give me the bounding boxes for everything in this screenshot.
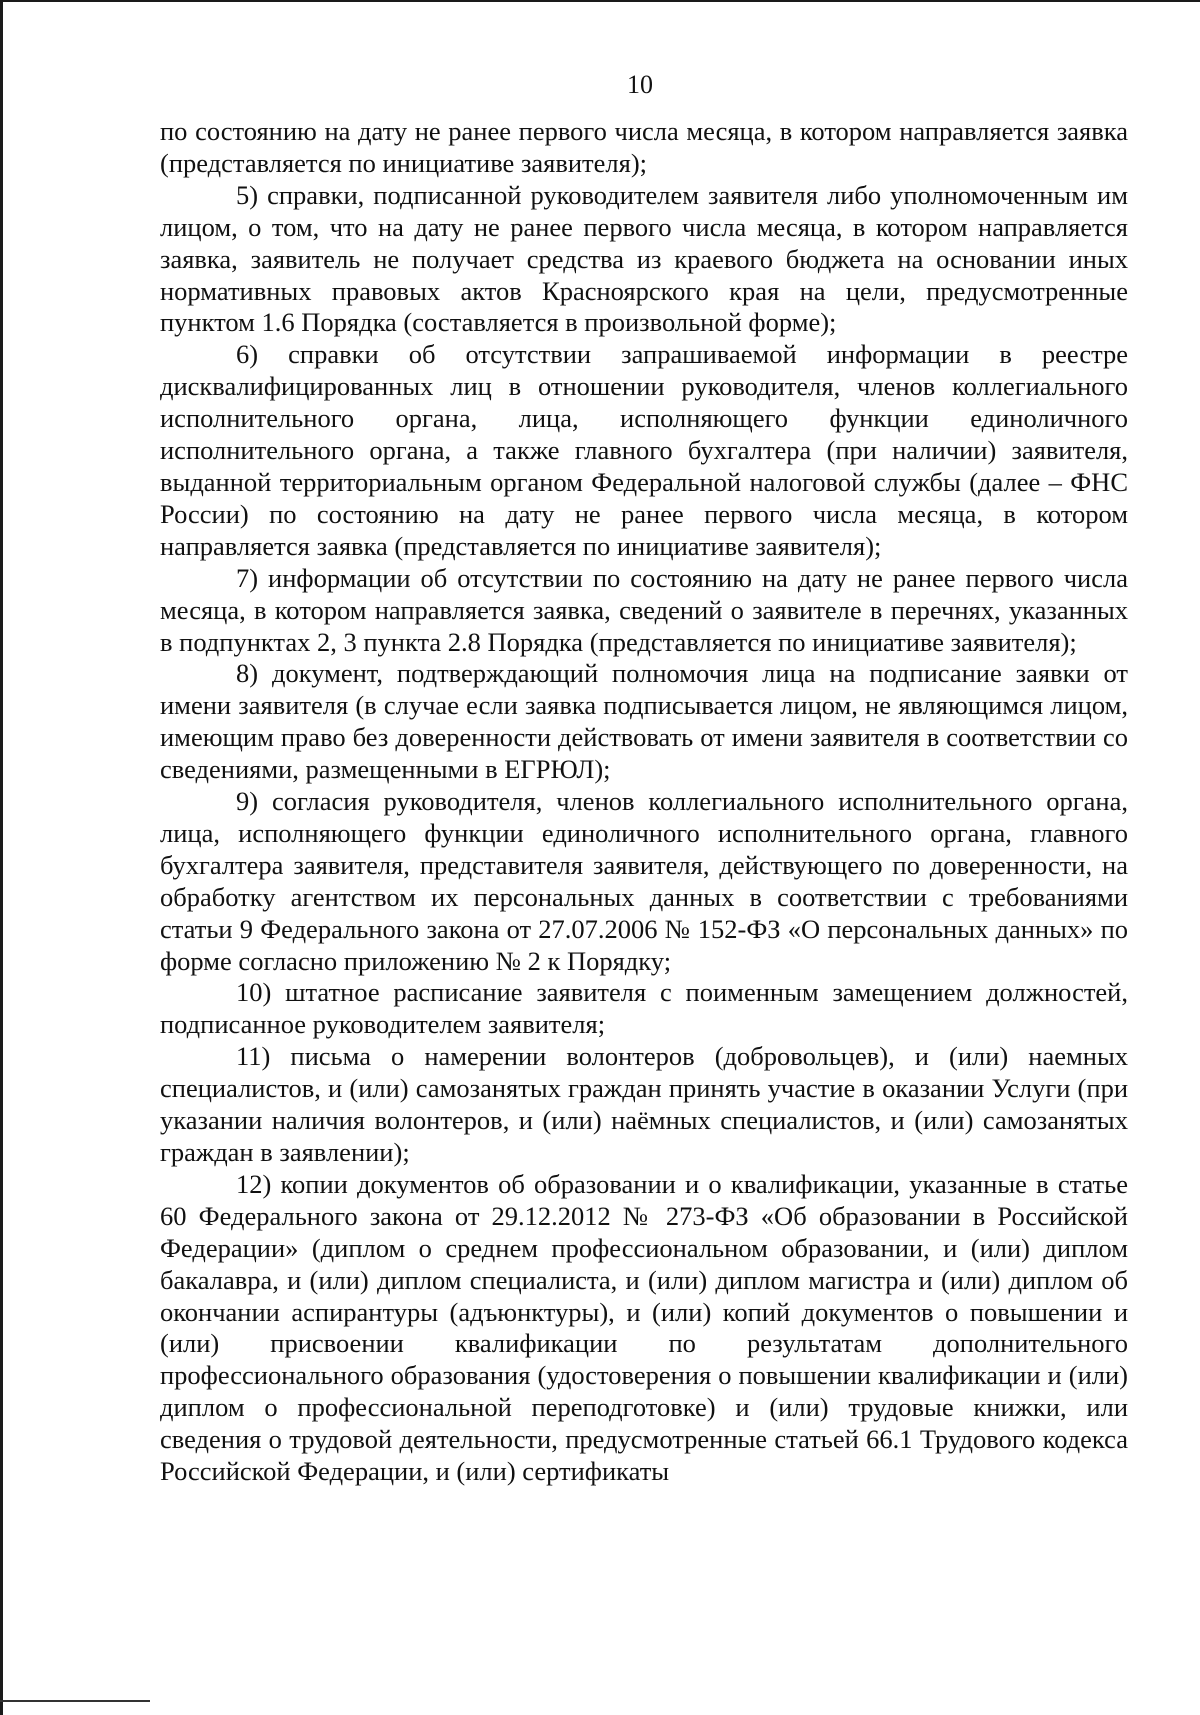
- page-number: 10: [627, 70, 653, 99]
- paragraph-item-6: 6) справки об отсутствии запрашиваемой информации в реестре дисквалифицированных лиц в отношении руководителя, членов коллегиального исполнительного органа, лица, исполняющего функции единоличного исполнительного органа, а также главного бухгалтера (при наличии) заявителя, выданной территориальным органом Федеральной налоговой службы (далее – ФНС России) по состоянию на дату не ранее первого числа месяца, в котором направляется заявка (представляется по инициативе заявителя);: [160, 339, 1128, 561]
- scan-edge-left: [0, 0, 3, 1715]
- paragraph-item-9: 9) согласия руководителя, членов коллегиального исполнительного органа, лица, исполняющего функции единоличного исполнительного органа, главного бухгалтера заявителя, представителя заявителя, действующего по доверенности, на обработку агентством их персональных данных в соответствии с требованиями статьи 9 Федерального закона от 27.07.2006 № 152-ФЗ «О персональных данных» по форме согласно приложению № 2 к Порядку;: [160, 786, 1128, 976]
- scan-edge-bottom: [0, 1700, 150, 1702]
- paragraph-item-12: 12) копии документов об образовании и о квалификации, указанные в статье 60 Федерального закона от 29.12.2012 № 273-ФЗ «Об образовании в Российской Федерации» (диплом о среднем профессиональном образовании, и (или) диплом бакалавра, и (или) диплом специалиста, и (или) диплом магистра и (или) диплом об окончании аспирантуры (адъюнктуры), и (или) копий документов о повышении и (или) присвоении квалификации по результатам дополнительного профессионального образования (удостоверения о повышении квалификации и (или) диплом о профессиональной переподготовке) и (или) трудовые книжки, или сведения о трудовой деятельности, предусмотренные статьей 66.1 Трудового кодекса Российской Федерации, и (или) сертификаты: [160, 1168, 1128, 1487]
- document-body: [160, 116, 1128, 1488]
- paragraph-continuation: по состоянию на дату не ранее первого числа месяца, в котором направляется заявка (представляется по инициативе заявителя);: [160, 116, 1128, 178]
- scan-edge-top: [0, 0, 1200, 2]
- paragraph-item-11: 11) письма о намерении волонтеров (добровольцев), и (или) наемных специалистов, и (или) самозанятых граждан принять участие в оказании Услуги (при указании наличия волонтеров, и (или) наёмных специалистов, и (или) самозанятых граждан в заявлении);: [160, 1041, 1128, 1167]
- paragraph-item-8: 8) документ, подтверждающий полномочия лица на подписание заявки от имени заявителя (в случае если заявка подписывается лицом, не являющимся лицом, имеющим право без доверенности действовать от имени заявителя в соответствии со сведениями, размещенными в ЕГРЮЛ);: [160, 658, 1128, 785]
- paragraph-item-7: 7) информации об отсутствии по состоянию на дату не ранее первого числа месяца, в котором направляется заявка, сведений о заявителе в перечнях, указанных в подпунктах 2, 3 пункта 2.8 Порядка (представляется по инициативе заявителя);: [160, 562, 1128, 657]
- paragraph-item-10: 10) штатное расписание заявителя с поименным замещением должностей, подписанное руководителем заявителя;: [160, 977, 1128, 1040]
- paragraph-item-5: 5) справки, подписанной руководителем заявителя либо уполномоченным им лицом, о том, что на дату не ранее первого числа месяца, в котором направляется заявка, заявитель не получает средства из краевого бюджета на основании иных нормативных правовых актов Красноярского края на цели, предусмотренные пунктом 1.6 Порядка (составляется в произвольной форме);: [160, 179, 1128, 338]
